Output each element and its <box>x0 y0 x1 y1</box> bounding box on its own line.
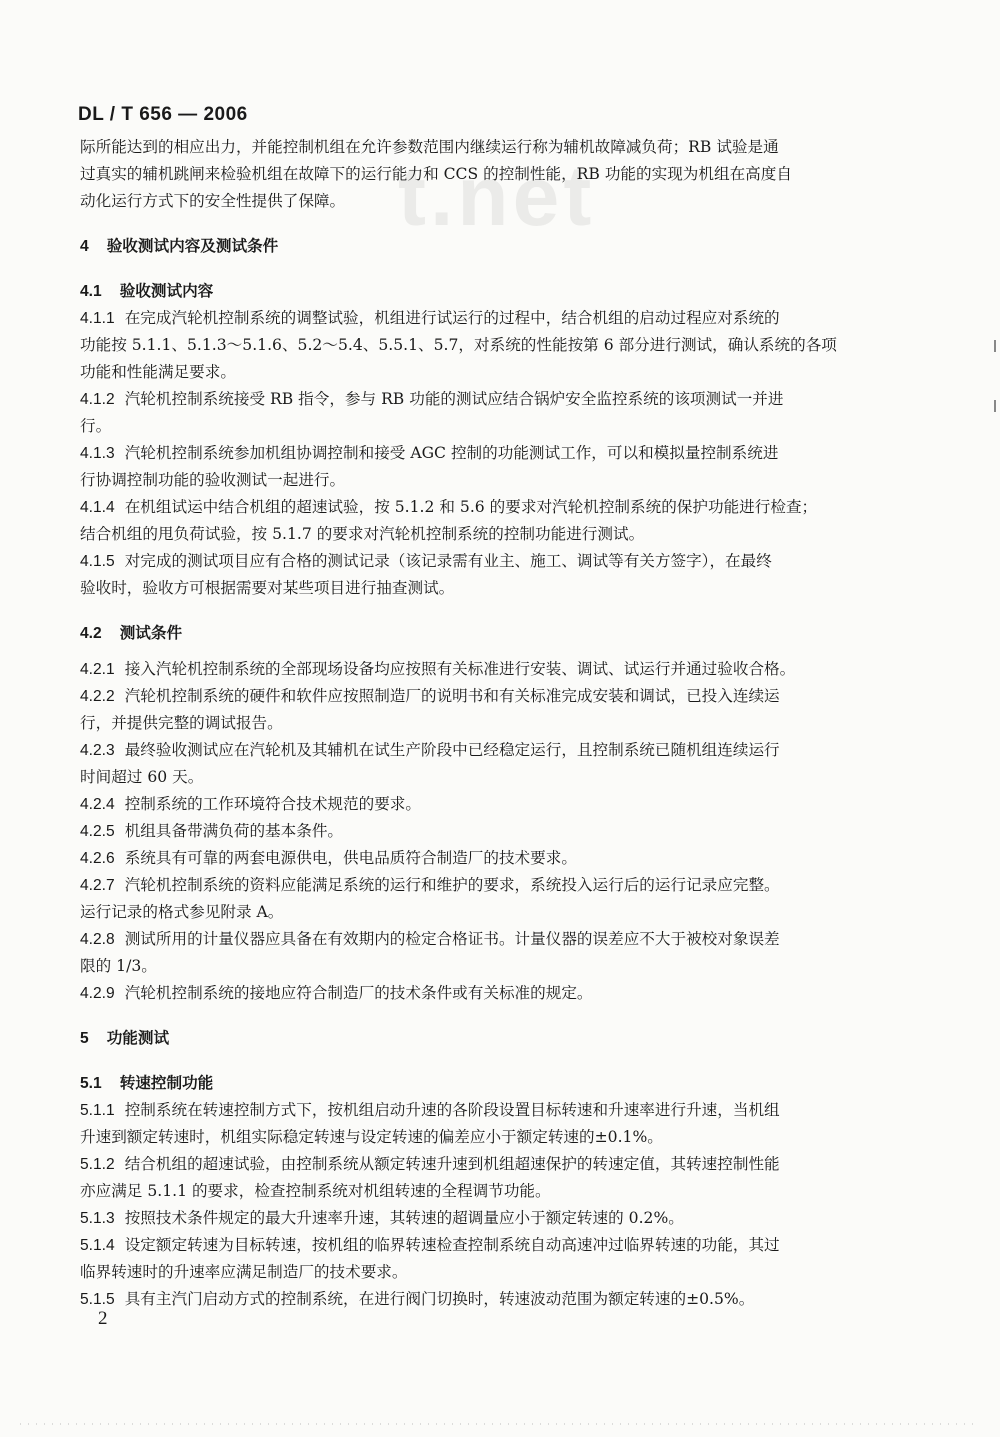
clause-line: 临界转速时的升速率应满足制造厂的技术要求。 <box>80 1263 408 1281</box>
section-title: 验收测试内容及测试条件 <box>106 236 279 255</box>
clause-4-1-4 <box>80 494 886 521</box>
clause-4-2-4 <box>80 791 886 818</box>
section-heading-4-1 <box>80 277 886 305</box>
clause-line: 行协调控制功能的验收测试一起进行。 <box>80 471 346 489</box>
clause-line: 接入汽轮机控制系统的全部现场设备均应按照有关标准进行安装、调试、试运行并通过验收合格。 <box>124 660 796 678</box>
section-number: 4 <box>80 238 89 255</box>
clause-line: 功能按 5.1.1、5.1.3～5.1.6、5.2～5.4、5.5.1、5.7，对系统的性能按第 6 部分进行测试，确认系统的各项 <box>80 336 837 354</box>
clause-4-1-1 <box>80 305 886 332</box>
clause-4-2-5 <box>80 818 886 845</box>
clause-number: 4.1.5 <box>80 553 115 570</box>
clause-line: 汽轮机控制系统参加机组协调控制和接受 AGC 控制的功能测试工作，可以和模拟量控制系统进 <box>124 444 779 462</box>
section-title: 转速控制功能 <box>119 1073 214 1092</box>
section-heading-5 <box>80 1024 886 1052</box>
scan-noise-strip <box>0 1418 1000 1430</box>
clause-line: 限的 1/3。 <box>80 957 157 975</box>
clause-number: 4.2.5 <box>80 823 115 840</box>
clause-line: 在完成汽轮机控制系统的调整试验，机组进行试运行的过程中，结合机组的启动过程应对系统的 <box>124 309 780 327</box>
clause-line: 测试所用的计量仪器应具备在有效期内的检定合格证书。计量仪器的误差应不大于被校对象误差 <box>124 930 780 948</box>
clause-number: 4.2.8 <box>80 931 115 948</box>
clause-4-1-5 <box>80 548 886 575</box>
clause-number: 4.2.1 <box>80 661 115 678</box>
clause-number: 4.1.1 <box>80 310 115 327</box>
clause-line: 控制系统的工作环境符合技术规范的要求。 <box>124 795 421 813</box>
clause-number: 5.1.2 <box>80 1156 115 1173</box>
clause-line: 在机组试运中结合机组的超速试验，按 5.1.2 和 5.6 的要求对汽轮机控制系统的保护功能进行检查； <box>124 498 818 516</box>
clause-4-2-8 <box>80 926 886 953</box>
clause-line: 最终验收测试应在汽轮机及其辅机在试生产阶段中已经稳定运行，且控制系统已随机组连续运行 <box>124 741 780 759</box>
clause-number: 4.2.2 <box>80 688 115 705</box>
intro-line: 动化运行方式下的安全性提供了保障。 <box>80 192 346 210</box>
section-heading-4-2 <box>80 619 886 647</box>
clause-line: 设定额定转速为目标转速，按机组的临界转速检查控制系统自动高速冲过临界转速的功能，其过 <box>124 1236 780 1254</box>
intro-line: 过真实的辅机跳闸来检验机组在故障下的运行能力和 CCS 的控制性能，RB 功能的实现为机组在高度自 <box>80 165 792 183</box>
clause-number: 5.1.4 <box>80 1237 115 1254</box>
clause-4-1-2 <box>80 386 886 413</box>
clause-5-1-5 <box>80 1286 886 1313</box>
section-number: 5.1 <box>80 1075 102 1092</box>
clause-number: 4.2.7 <box>80 877 115 894</box>
clause-number: 4.2.6 <box>80 850 115 867</box>
clause-4-2-3 <box>80 737 886 764</box>
section-title: 功能测试 <box>106 1028 170 1047</box>
clause-4-2-6 <box>80 845 886 872</box>
clause-line: 按照技术条件规定的最大升速率升速，其转速的超调量应小于额定转速的 0.2%。 <box>124 1209 684 1227</box>
clause-line: 汽轮机控制系统的硬件和软件应按照制造厂的说明书和有关标准完成安装和调试，已投入连续运 <box>124 687 780 705</box>
clause-4-2-1 <box>80 656 886 683</box>
section-heading-5-1 <box>80 1069 886 1097</box>
scan-edge-mark <box>994 400 996 412</box>
clause-number: 4.2.9 <box>80 985 115 1002</box>
clause-line: 控制系统在转速控制方式下，按机组启动升速的各阶段设置目标转速和升速率进行升速，当机组 <box>124 1101 780 1119</box>
section-title: 验收测试内容 <box>119 281 214 300</box>
clause-line: 亦应满足 5.1.1 的要求，检查控制系统对机组转速的全程调节功能。 <box>80 1182 551 1200</box>
clause-4-1-3 <box>80 440 886 467</box>
clause-line: 机组具备带满负荷的基本条件。 <box>124 822 344 840</box>
section-heading-4 <box>80 232 886 260</box>
scan-edge-mark <box>994 340 996 352</box>
section-number: 5 <box>80 1030 89 1047</box>
clause-line: 结合机组的甩负荷试验，按 5.1.7 的要求对汽轮机控制系统的控制功能进行测试。 <box>80 525 645 543</box>
clause-line: 升速到额定转速时，机组实际稳定转速与设定转速的偏差应小于额定转速的±0.1%。 <box>80 1128 663 1146</box>
clause-4-2-2 <box>80 683 886 710</box>
clause-number: 4.1.4 <box>80 499 115 516</box>
clause-number: 4.1.2 <box>80 391 115 408</box>
clause-line: 对完成的测试项目应有合格的测试记录（该记录需有业主、施工、调试等有关方签字），在最终 <box>124 552 772 570</box>
clause-line: 行，并提供完整的调试报告。 <box>80 714 283 732</box>
clause-line: 汽轮机控制系统接受 RB 指令，参与 RB 功能的测试应结合锅炉安全监控系统的该项测试一并进 <box>124 390 784 408</box>
clause-5-1-2 <box>80 1151 886 1178</box>
clause-number: 4.2.3 <box>80 742 115 759</box>
clause-number: 4.2.4 <box>80 796 115 813</box>
clause-line: 系统具有可靠的两套电源供电，供电品质符合制造厂的技术要求。 <box>124 849 577 867</box>
intro-line: 际所能达到的相应出力，并能控制机组在允许参数范围内继续运行称为辅机故障减负荷；RB 试验是通 <box>80 138 779 156</box>
clause-number: 5.1.5 <box>80 1291 115 1308</box>
section-number: 4.2 <box>80 625 102 642</box>
clause-line: 汽轮机控制系统的资料应能满足系统的运行和维护的要求，系统投入运行后的运行记录应完整。 <box>124 876 780 894</box>
clause-line: 功能和性能满足要求。 <box>80 363 236 381</box>
clause-5-1-3 <box>80 1205 886 1232</box>
clause-number: 4.1.3 <box>80 445 115 462</box>
clause-5-1-1 <box>80 1097 886 1124</box>
standard-code: DL / T 656 — 2006 <box>78 104 248 125</box>
clause-4-2-7 <box>80 872 886 899</box>
clause-line: 时间超过 60 天。 <box>80 768 204 786</box>
section-number: 4.1 <box>80 283 102 300</box>
clause-4-2-9 <box>80 980 886 1007</box>
clause-line: 运行记录的格式参见附录 A。 <box>80 903 284 921</box>
page-number: 2 <box>98 1308 108 1329</box>
clause-5-1-4 <box>80 1232 886 1259</box>
clause-line: 验收时，验收方可根据需要对某些项目进行抽查测试。 <box>80 579 455 597</box>
watermark: t.net <box>398 149 596 243</box>
page-body <box>80 134 886 1313</box>
clause-line: 结合机组的超速试验，由控制系统从额定转速升速到机组超速保护的转速定值，其转速控制性能 <box>124 1155 780 1173</box>
clause-number: 5.1.3 <box>80 1210 115 1227</box>
section-title: 测试条件 <box>119 623 183 642</box>
clause-line: 行。 <box>80 417 112 435</box>
clause-number: 5.1.1 <box>80 1102 115 1119</box>
clause-line: 汽轮机控制系统的接地应符合制造厂的技术条件或有关标准的规定。 <box>124 984 593 1002</box>
clause-line: 具有主汽门启动方式的控制系统，在进行阀门切换时，转速波动范围为额定转速的±0.5%。 <box>124 1290 755 1308</box>
